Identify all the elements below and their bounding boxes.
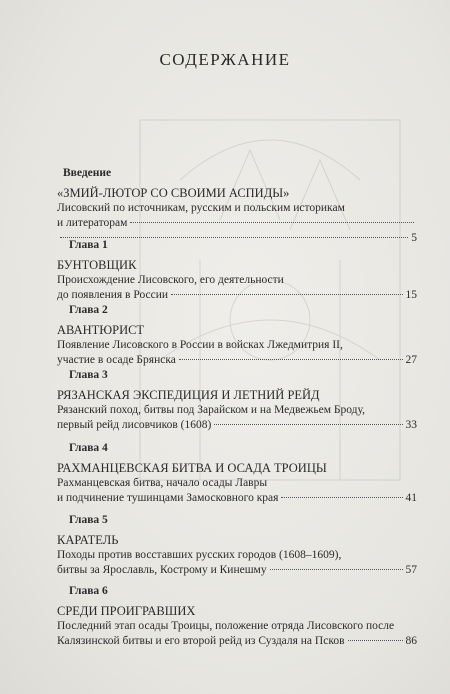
chapter-description-last-line	[57, 418, 417, 433]
dot-leader	[171, 294, 402, 295]
description-text: участие в осаде Брянска	[57, 354, 176, 366]
chapter-heading: БУНТОВЩИК	[57, 258, 137, 272]
chapter-description-last-line	[57, 288, 417, 303]
description-text: первый рейд лисовчиков (1608)	[57, 419, 212, 431]
chapter-description-last-line	[57, 634, 417, 649]
toc-entry-chapter-2[interactable]	[57, 303, 417, 368]
page-number: 15	[405, 289, 417, 301]
description-text: и литераторам	[57, 217, 128, 229]
dot-leader	[214, 424, 402, 425]
chapter-description-last-line	[57, 353, 417, 368]
chapter-label: Глава 6	[69, 585, 108, 597]
chapter-heading: РЯЗАНСКАЯ ЭКСПЕДИЦИЯ И ЛЕТНИЙ РЕЙД	[57, 388, 320, 402]
toc-entry-chapter-5[interactable]	[57, 513, 417, 578]
chapter-heading: РАХМАНЦЕВСКАЯ БИТВА И ОСАДА ТРОИЦЫ	[57, 461, 327, 475]
chapter-label: Глава 3	[69, 369, 108, 381]
chapter-heading: КАРАТЕЛЬ	[57, 533, 119, 547]
description-text: до появления в России	[57, 289, 169, 301]
description-text: битвы за Ярославль, Кострому и Кинешму	[57, 564, 267, 576]
page-number: 33	[405, 419, 417, 431]
page-number: 5	[411, 232, 417, 244]
chapter-description-last-line	[57, 216, 417, 231]
dot-leader	[348, 640, 403, 641]
description-text: Калязинской битвы и его второй рейд из Суздаля на Псков	[57, 635, 345, 647]
toc-entry-chapter-6[interactable]	[57, 584, 417, 649]
toc-entry-chapter-1[interactable]	[57, 238, 417, 303]
chapter-label: Глава 5	[69, 514, 108, 526]
dot-leader	[130, 222, 414, 223]
toc-entry-chapter-3[interactable]	[57, 368, 417, 433]
chapter-heading: СРЕДИ ПРОИГРАВШИХ	[57, 604, 196, 618]
page-number: 86	[405, 635, 417, 647]
dot-leader	[270, 569, 403, 570]
chapter-description: Походы против восставших русских городов (1608–1609),	[57, 549, 342, 561]
page-number: 41	[405, 492, 417, 504]
chapter-label: Глава 1	[69, 239, 108, 251]
chapter-description: Последний этап осады Троицы, положение отряда Лисовского после	[57, 620, 395, 632]
page-number: 57	[405, 564, 417, 576]
dot-leader	[281, 497, 402, 498]
chapter-label: Глава 4	[69, 442, 108, 454]
chapter-description: Лисовский по источникам, русским и польским историкам	[57, 202, 345, 214]
chapter-description-last-line	[57, 491, 417, 506]
chapter-heading: АВАНТЮРИСТ	[57, 323, 145, 337]
chapter-heading: «ЗМИЙ-ЛЮТОР СО СВОИМИ АСПИДЫ»	[57, 186, 290, 200]
chapter-description: Рязанский поход, битвы под Зарайском и на Медвежьем Броду,	[57, 404, 365, 416]
chapter-label: Введение	[63, 167, 112, 179]
toc-entry-introduction[interactable]	[57, 166, 417, 246]
page-title: СОДЕРЖАНИЕ	[159, 50, 291, 69]
chapter-description: Происхождение Лисовского, его деятельности	[57, 274, 284, 286]
chapter-label: Глава 2	[69, 304, 108, 316]
dot-leader	[179, 359, 403, 360]
toc-entry-chapter-4[interactable]	[57, 441, 417, 506]
chapter-description-last-line	[57, 563, 417, 578]
chapter-description: Рахманцевская битва, начало осады Лавры	[57, 477, 268, 489]
description-text: и подчинение тушинцами Замосковного края	[57, 492, 279, 504]
chapter-description: Появление Лисовского в России в войсках Лжедмитрия II,	[57, 339, 343, 351]
page-number: 27	[405, 354, 417, 366]
